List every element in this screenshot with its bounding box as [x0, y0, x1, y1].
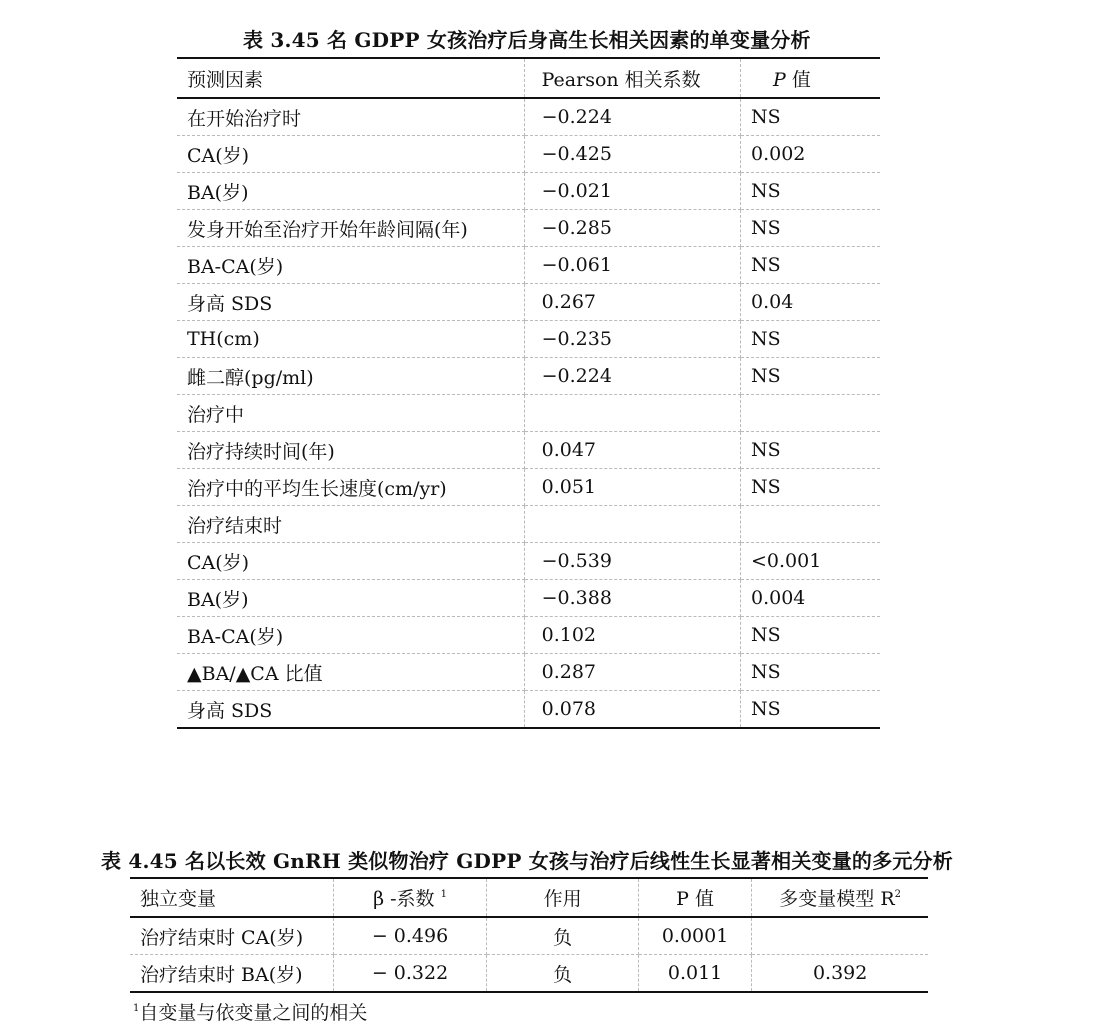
table1-header-p: [740, 58, 880, 98]
table2-header-p: P 值: [638, 878, 751, 917]
table-row: [177, 210, 880, 247]
factor-cell: 治疗持续时间(年): [177, 432, 524, 469]
pearson-cell: −0.425: [524, 136, 740, 173]
pearson-cell: −0.235: [524, 321, 740, 358]
table-row: [177, 173, 880, 210]
table-row: [177, 506, 880, 543]
table-row: [177, 284, 880, 321]
table-row: [177, 543, 880, 580]
r2-cell: [752, 917, 928, 955]
table-row: [177, 247, 880, 284]
p-value-cell: NS: [740, 432, 880, 469]
table2-header-row: [130, 878, 928, 917]
p-value-cell: NS: [740, 358, 880, 395]
factor-cell: 治疗中: [177, 395, 524, 432]
pearson-cell: [524, 506, 740, 543]
p-value-cell: [740, 506, 880, 543]
beta-label: β -系数: [373, 888, 435, 910]
table2-header-beta: [333, 878, 487, 917]
pearson-cell: −0.061: [524, 247, 740, 284]
factor-cell: CA(岁): [177, 136, 524, 173]
pearson-cell: −0.224: [524, 358, 740, 395]
p-value-cell: 0.04: [740, 284, 880, 321]
factor-cell: 身高 SDS: [177, 284, 524, 321]
variable-cell: 治疗结束时 BA(岁): [130, 955, 333, 993]
pearson-cell: −0.224: [524, 98, 740, 136]
table2-header-var: 独立变量: [130, 878, 333, 917]
table1-univariate-analysis: [177, 57, 880, 729]
p-value-cell: NS: [740, 98, 880, 136]
factor-cell: CA(岁): [177, 543, 524, 580]
table-row: [177, 395, 880, 432]
pearson-cell: 0.051: [524, 469, 740, 506]
factor-cell: 身高 SDS: [177, 691, 524, 729]
table2-header-r2: [752, 878, 928, 917]
p-value-cell: NS: [740, 617, 880, 654]
table2-header-effect: 作用: [487, 878, 639, 917]
variable-cell: 治疗结束时 CA(岁): [130, 917, 333, 955]
factor-cell: 发身开始至治疗开始年龄间隔(年): [177, 210, 524, 247]
table-row: [177, 136, 880, 173]
table1-header-pearson: Pearson 相关系数: [524, 58, 740, 98]
p-value-cell: NS: [740, 321, 880, 358]
p-value-cell: [740, 395, 880, 432]
factor-cell: 治疗结束时: [177, 506, 524, 543]
table-row: [130, 955, 928, 993]
footnote: [133, 998, 367, 1025]
table-row: [177, 691, 880, 729]
effect-cell: 负: [487, 955, 639, 993]
footnote-text: 自变量与依变量之间的相关: [139, 1002, 368, 1024]
p-value-cell: <0.001: [740, 543, 880, 580]
table-row: [177, 432, 880, 469]
factor-cell: 治疗中的平均生长速度(cm/yr): [177, 469, 524, 506]
p-value-cell: 0.004: [740, 580, 880, 617]
factor-cell: 雌二醇(pg/ml): [177, 358, 524, 395]
r2-superscript: 2: [894, 889, 902, 900]
beta-cell: − 0.322: [333, 955, 487, 993]
table-row: [177, 580, 880, 617]
pearson-cell: [524, 395, 740, 432]
factor-cell: 在开始治疗时: [177, 98, 524, 136]
pearson-cell: 0.287: [524, 654, 740, 691]
pearson-cell: 0.267: [524, 284, 740, 321]
p-value-cell: 0.0001: [638, 917, 751, 955]
table1-header-row: [177, 58, 880, 98]
factor-cell: BA(岁): [177, 173, 524, 210]
p-value-cell: NS: [750, 698, 781, 720]
p-value-cell: NS: [740, 210, 880, 247]
beta-cell: − 0.496: [333, 917, 487, 955]
table-row: [177, 321, 880, 358]
table1-header-factor: 预测因素: [177, 58, 524, 98]
p-symbol: P: [772, 68, 786, 91]
p-value-cell: NS: [740, 469, 880, 506]
table2-multivariate-analysis: [130, 877, 928, 993]
pearson-cell: −0.539: [524, 543, 740, 580]
p-value-cell: NS: [740, 654, 880, 691]
pearson-cell: −0.388: [524, 580, 740, 617]
r2-cell: 0.392: [812, 962, 868, 984]
table-row: [130, 917, 928, 955]
effect-cell: 负: [487, 917, 639, 955]
table-row: [177, 469, 880, 506]
table1-caption: 表 3.45 名 GDPP 女孩治疗后身高生长相关因素的单变量分析: [243, 28, 811, 52]
pearson-cell: 0.047: [524, 432, 740, 469]
beta-footnote-mark: 1: [440, 889, 447, 900]
factor-cell: BA-CA(岁): [177, 617, 524, 654]
footnote-mark: 1: [133, 1003, 140, 1014]
pearson-cell: −0.285: [524, 210, 740, 247]
factor-cell: TH(cm): [177, 321, 524, 358]
factor-cell: BA(岁): [177, 580, 524, 617]
table-row: [177, 358, 880, 395]
table2-caption: 表 4.45 名以长效 GnRH 类似物治疗 GDPP 女孩与治疗后线性生长显著相关变量的多元分析: [101, 849, 953, 873]
p-value-cell: NS: [740, 173, 880, 210]
r2-label: 多变量模型 R: [779, 888, 895, 910]
p-value-cell: 0.011: [638, 955, 751, 993]
p-value-cell: NS: [740, 247, 880, 284]
p-suffix: 值: [785, 68, 811, 91]
table-row: [177, 654, 880, 691]
table-row: [177, 98, 880, 136]
pearson-cell: −0.021: [524, 173, 740, 210]
factor-cell: ▲BA/▲CA 比值: [177, 654, 524, 691]
pearson-cell: 0.102: [524, 617, 740, 654]
p-value-cell: 0.002: [740, 136, 880, 173]
table-row: [177, 617, 880, 654]
factor-cell: BA-CA(岁): [177, 247, 524, 284]
pearson-cell: 0.078: [524, 691, 740, 729]
